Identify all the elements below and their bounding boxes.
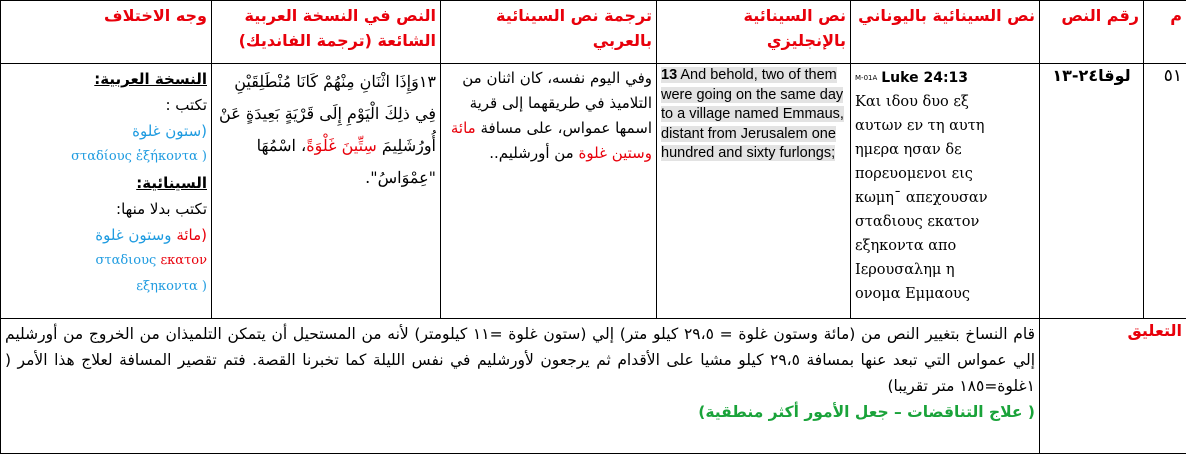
- greek-line: Και ιδου δυο εξ: [855, 94, 969, 110]
- english-verse: And behold, two of them were going on the same day to a village named Emmaus, distant from Jerusalem one hundred and sixty furlongs;: [661, 67, 844, 161]
- sinaitic-highlight: (مائة: [176, 226, 207, 244]
- greek-line: ονομα Εμμαους: [855, 286, 970, 302]
- greek-line: ημερα ησαν δε: [855, 142, 962, 158]
- comment-conclusion: ( علاج التناقضات – جعل الأمور أكثر منطقية): [698, 403, 1035, 421]
- arabic-phrase: (ستون غلوة: [132, 122, 207, 140]
- row-number: ٥١: [1144, 64, 1186, 319]
- sinaitic-writes: تكتب بدلا منها:: [116, 200, 207, 218]
- arabic-version-title: النسخة العربية:: [94, 70, 207, 88]
- header-greek: نص السينائية باليوناني: [851, 1, 1040, 64]
- translation-cell: [441, 64, 657, 319]
- translation-highlight: مائة وستين غلوة: [450, 119, 652, 162]
- verse-row: [1, 64, 1186, 319]
- greek-line: Ιερουσαλημ η: [855, 262, 955, 278]
- manuscript-mark: M-01A: [855, 74, 878, 82]
- common-text-cell: [212, 64, 441, 319]
- common-after: ، اسْمُهَا "عِمْوَاسُ".: [256, 136, 436, 187]
- translation-before: وفي اليوم نفسه، كان اثنان من التلاميذ في طريقهما إلى قرية اسمها عمواس، على مسافة: [462, 69, 652, 137]
- header-ref: رقم النص: [1040, 1, 1144, 64]
- header-row: [1, 1, 1186, 64]
- greek-line: σταδιους εκατον: [855, 214, 980, 230]
- header-english: نص السينائية بالإنجليزي: [657, 1, 851, 64]
- greek-line: πορευομενοι εις: [855, 166, 973, 182]
- greek-text-cell: [851, 64, 1040, 319]
- greek-line: αυτων εν τη αυτη: [855, 118, 985, 134]
- difference-cell: [1, 64, 212, 319]
- greek-reference: Luke 24:13: [881, 70, 969, 86]
- comment-text: قام النساخ بتغيير النص من (مائة وستون غلوة = ٢٩،٥ كيلو متر) إلي (ستون غلوة =١١ كيلومتر) لأنه من المستحيل أن يتمكن التلميذان من الخروج من أورشليم إلي عمواس التي تبعد عنها بمسافة ٢٩،٥ كيلو مشيا على الأقدام ثم يرجعون لأورشليم في نفس الليلة كما تخبرنا القصة. فتم تقصير المسافة لعلاج هذا الأمر ( ١غلوة=١٨٥ متر تقريبا): [5, 325, 1035, 395]
- arabic-greek: σταδίους ἑξήκοντα ): [71, 149, 207, 164]
- greek-line: εξηκοντα απο: [855, 238, 957, 254]
- greek-line: κωμη¯ απεχουσαν: [855, 190, 988, 206]
- row-reference: لوقا٢٤-١٣: [1040, 64, 1144, 319]
- header-m: م: [1144, 1, 1186, 64]
- comment-cell: [1, 319, 1040, 454]
- header-translation: ترجمة نص السينائية بالعربي: [441, 1, 657, 64]
- sinaitic-phrase: وستون غلوة: [95, 226, 172, 244]
- english-text-cell: [657, 64, 851, 319]
- sinaitic-greek-a: σταδιους: [95, 253, 157, 268]
- sinaitic-greek-c: εξηκοντα ): [136, 279, 207, 294]
- arabic-writes: تكتب :: [165, 96, 207, 114]
- sinaitic-title: السينائية:: [136, 174, 207, 192]
- verse-number: 13: [661, 67, 678, 83]
- sinaitic-greek-b: εκατον: [160, 253, 207, 268]
- common-before: ١٣وَإِذَا اثْنَانِ مِنْهُمْ كَانَا مُنْطَلِقَيْنِ فِي ذلِكَ الْيَوْمِ إِلَى قَرْيَةٍ بَعِيدَةٍ عَنْ أُورُشَلِيمَ: [219, 72, 436, 155]
- comment-label: التعليق: [1040, 319, 1186, 454]
- common-highlight: سِتِّينَ غَلْوَةً: [306, 136, 377, 155]
- comment-row: [1, 319, 1186, 454]
- header-difference: وجه الاختلاف: [1, 1, 212, 64]
- translation-after: من أورشليم..: [489, 144, 574, 162]
- header-common: النص في النسخة العربية الشائعة (ترجمة الفانديك): [212, 1, 441, 64]
